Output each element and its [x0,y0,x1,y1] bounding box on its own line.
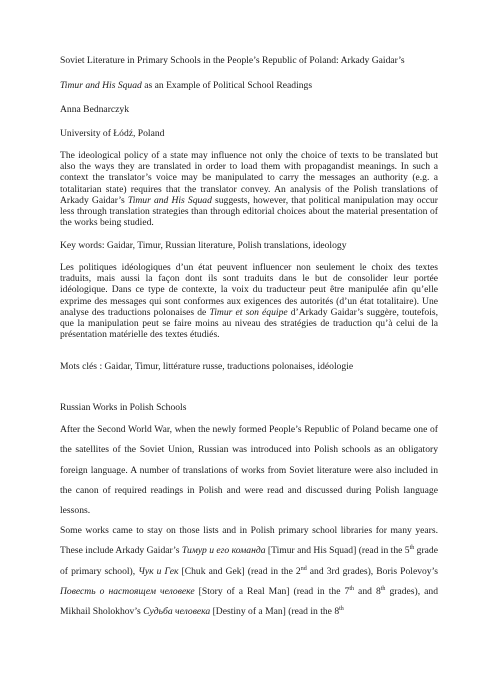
p2-russian-title-2: Чук и Гек [138,565,179,577]
p2-russian-title-1: Тимур и его команда [181,545,266,557]
p2-text-4: [Chuk and Gek] (read in the 2 [178,565,301,577]
title-italic-work: Timur and His Squad [60,80,142,91]
p2-ordinal-1: th [409,545,415,552]
keywords-french: Mots clés : Gaidar, Timur, littérature russe, traductions polonaises, idéologie [60,361,354,372]
p2-ordinal-2: nd [300,565,307,572]
paper-title-line-2 [60,80,438,92]
p2-ordinal-3: th [349,585,355,592]
body-paragraph-1: After the Second World War, when the newly formed People’s Republic of Poland became one of the satellites of the Soviet Union, Russian was introduced into Polish schools as an obligatory foreign language. A number of translations of works from Soviet literature were also included in the canon of required readings in Polish and were read and discussed during Polish language lessons. [60,424,438,517]
abstract-fr-text-2: d’Arkady Gaidar’s suggère, toutefois, que la manipulation peut se faire moins au niveau des stratégies de traduction qu’à celui de la présentation matérielle des textes étudiés. [60,306,439,341]
p2-text-8: grades), and Mikhail Sholokhov’s [60,585,439,618]
author-affiliation: University of Łódź, Poland [60,128,165,139]
abstract-en-italic: Timur and His Squad [127,194,212,206]
p2-text-1: Some works came to stay on those lists and in Polish primary school libraries for many years. These include Arkady Gaidar’s [60,525,438,557]
p2-ordinal-4: th [380,585,386,592]
abstract-french [60,262,438,340]
p2-text-3: grade of primary school), [60,545,438,577]
p2-text-6: [Story of a Real Man] (read in the 7 [194,585,350,597]
abstract-english [60,150,438,228]
p2-text-7: and 8 [354,585,381,597]
abstract-fr-text-1: Les politiques idéologiques d’un état peuvent influencer non seulement le choix des textes traduits, mais aussi la façon dont ils sont traduits dans le but de consolider leur portée idéologique. Dans ce type de contexte, la voix du traducteur peut être manipulée afin qu’elle exprime des messages qui sont conformes aux exigences des autorités (d’un état totalitaire). Une analyse des traductions polonaises de [60,262,438,318]
p2-ordinal-5: th [339,606,344,613]
title-text: Soviet Literature in Primary Schools in the People’s Republic of Poland: Arkady Gaidar’s [60,55,405,66]
p2-russian-title-3: Повесть о настоящем человеке [60,585,195,597]
title-text-rest: as an Example of Political School Readings [141,80,313,91]
abstract-en-text-1: The ideological policy of a state may influence not only the choice of texts to be translated but also the ways they are translated in order to load them with propagandist meanings. In such a context the translator’s voice may be manipulated to carry the messages an authority (e.g. a totalitarian state) requires that the translator convey. An analysis of the Polish translations of Arkady Gaidar’s [60,150,438,206]
p2-text-5: and 3rd grades), Boris Polevoy’s [306,565,438,577]
paper-title-line-1 [60,55,438,67]
p2-text-2: [Timur and His Squad] (read in the 5 [265,545,410,557]
abstract-fr-italic: Timur et son équipe [209,306,288,318]
p2-russian-title-4: Судьба человека [143,606,211,618]
author-name: Anna Bednarczyk [60,104,129,115]
body-paragraph-2 [60,521,438,622]
section-heading: Russian Works in Polish Schools [60,402,187,413]
keywords-english: Key words: Gaidar, Timur, Russian literature, Polish translations, ideology [60,240,347,251]
p2-text-9: [Destiny of a Man] (read in the 8 [210,606,340,618]
abstract-en-text-2: suggests, however, that political manipulation may occur less through translation strategies than through editorial choices about the material presentation of the works being studied. [60,194,438,229]
